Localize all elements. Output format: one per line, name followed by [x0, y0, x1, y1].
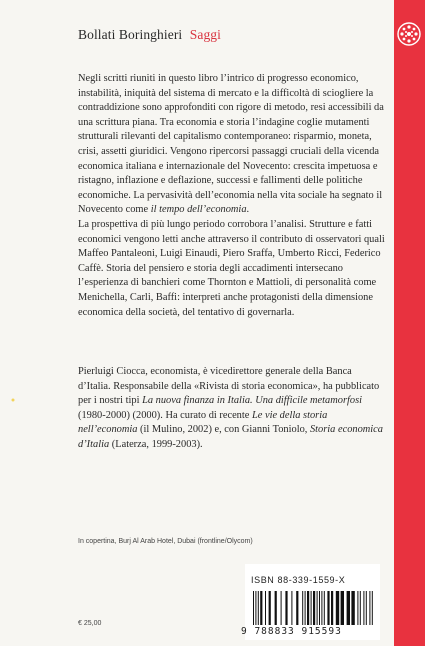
barcode-bar: [336, 591, 339, 625]
isbn-number: ISBN 88-339-1559-X: [251, 575, 346, 585]
price: € 25,00: [78, 620, 102, 627]
author-bio: Pierluigi Ciocca, economista, è vicedirettore generale della Banca d’Italia. Responsabile della «Rivista di storia economica», ha pubblicato per i nostri tipi La nuova finanza in Italia. Una difficile metamorfosi (1980-2000) (2000). Ha curato di recente Le vie della storia nell’economia (il Mulino, 2002) e, con Gianni Toniolo, Storia economica d’Italia (Laterza, 1999-2003).: [78, 366, 383, 450]
barcode-bar: [285, 591, 287, 625]
barcode-bar: [269, 591, 271, 625]
barcode-bar: [258, 591, 259, 625]
barcode-bar: [357, 591, 358, 625]
sparkle-icon: [11, 398, 15, 402]
barcode-bar: [296, 591, 298, 625]
blurb-paragraph-2: La prospettiva di più lungo periodo corrobora l’analisi. Strutture e fatti economici vengono letti anche attraverso il contributo di osservatori quali Maffeo Pantaleoni, Luigi Einaudi, Piero Sraffa, Umberto Ricci, Federico Caffè. Storia del pensiero e storia degli accadimenti intersecano l’esperienza di banchieri come Thornton e Mattioli, di personalità come Menichella, Carli, Baffi: interpreti anche protagonisti della dimensione economica della società, del tentativo di governarla.: [78, 218, 385, 318]
red-side-band: [394, 0, 425, 646]
barcode-bar: [253, 591, 254, 625]
barcode-bar: [305, 591, 306, 625]
barcode-bar: [275, 591, 277, 625]
barcode-bar: [372, 591, 373, 625]
star-seal-icon: [397, 22, 421, 46]
barcode-bar: [331, 591, 333, 625]
series-name: Saggi: [189, 27, 222, 42]
barcode-bar: [311, 591, 312, 625]
barcode-bar: [281, 591, 282, 625]
blurb-text: [78, 72, 386, 320]
barcode-bar: [255, 591, 256, 625]
barcode-digits: 9 788833 915593: [241, 626, 342, 637]
barcode-bar: [369, 591, 370, 625]
barcode-icon: [253, 591, 373, 625]
barcode-bar: [302, 591, 303, 625]
barcode-bar: [341, 591, 344, 625]
cover-credit: In copertina, Burj Al Arab Hotel, Dubai (frontline/Olycom): [78, 538, 253, 545]
barcode-bar: [324, 591, 325, 625]
barcode-bar: [321, 591, 322, 625]
barcode-bar: [327, 591, 329, 625]
barcode-bar: [363, 591, 364, 625]
barcode-bar: [291, 591, 292, 625]
barcode-bar: [307, 591, 309, 625]
publisher-name: Bollati Boringhieri: [78, 27, 183, 42]
barcode-bar: [347, 591, 350, 625]
barcode-bar: [317, 591, 318, 625]
series-header: [78, 27, 221, 43]
barcode-bar: [260, 591, 262, 625]
barcode-bar: [265, 591, 266, 625]
barcode-bar: [360, 591, 361, 625]
blurb-paragraph-1: Negli scritti riuniti in questo libro l’intrico di progresso economico, instabilità, iniquità del sistema di mercato e la difficoltà di sciogliere la contraddizione sono approfonditi con rigore di metodo, resi accessibili da una scrittura piana. Tra economia e storia l’indagine coglie mutamenti strutturali rilevanti del capitalismo contemporaneo: risparmio, moneta, crisi, assetti giuridici. Vengono ripercorsi passaggi cruciali della vicenda economica italiana e internazionale del Novecento: crescita impetuosa e ristagno, inflazione e deflazione, successi e fallimenti delle politiche economiche. La pervasività dell’economia nella vita sociale ha segnato il Novecento come il tempo dell’economia.: [78, 73, 384, 216]
barcode-bar: [351, 591, 354, 625]
barcode-bar: [313, 591, 315, 625]
barcode-bar: [366, 591, 367, 625]
barcode-bar: [319, 591, 320, 625]
